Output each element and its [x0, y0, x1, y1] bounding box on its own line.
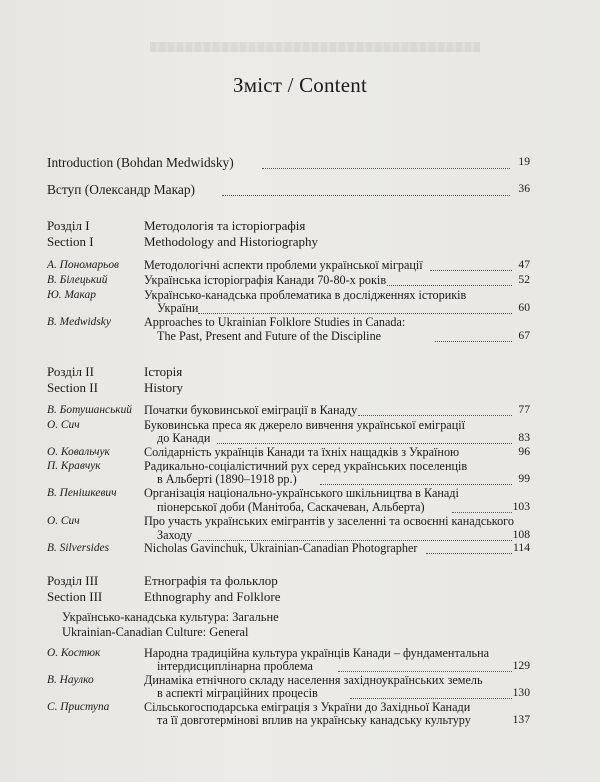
page-number: 47 — [518, 258, 530, 271]
page-number: 129 — [512, 659, 530, 672]
entry-author: В. Наулко — [47, 674, 94, 686]
entry-title-cont: в Альберті (1890–1918 рр.) — [157, 472, 297, 486]
page-number: 67 — [518, 329, 530, 342]
entry-author: В. Пенішкевич — [47, 487, 117, 499]
intro-item-english: Introduction (Bohdan Medwidsky) — [47, 155, 234, 170]
entry-title: Nicholas Gavinchuk, Ukrainian-Canadian Photographer — [144, 541, 418, 555]
section-label-uk: Розділ II — [47, 364, 94, 379]
section-label-en: Section III — [47, 589, 103, 604]
section-title-uk: Методологія та історіографія — [144, 218, 306, 233]
entry-author: B. Silversides — [47, 542, 110, 554]
dot-leader — [217, 443, 512, 444]
entry-title: Солідарність українців Канади та їхніх нащадків з Україною — [144, 445, 460, 459]
entry-author: О. Сич — [47, 515, 80, 527]
page-number: 60 — [518, 301, 530, 314]
page-number: 99 — [518, 472, 530, 485]
section-label-uk: Розділ III — [47, 573, 99, 588]
page-number: 19 — [518, 155, 530, 168]
page-number: 114 — [513, 541, 530, 554]
entry-author: О. Ковальчук — [47, 446, 110, 458]
entry-author: А. Пономарьов — [47, 259, 119, 271]
dot-leader — [198, 313, 512, 314]
subsection-title-uk: Українсько-канадська культура: Загальне — [62, 610, 279, 624]
entry-title-cont: піонерської доби (Манітоба, Саскачеван, Альберта) — [157, 500, 425, 514]
entry-title: Українсько-канадська проблематика в дослідженнях істориків — [144, 288, 467, 302]
entry-title: Методологічні аспекти проблеми української міграції — [144, 258, 423, 272]
page-number: 130 — [512, 686, 530, 699]
page-number: 83 — [518, 431, 530, 444]
page-number: 52 — [518, 273, 530, 286]
page-number: 103 — [512, 500, 530, 513]
section-title-en: History — [144, 380, 183, 395]
entry-author: B. Medwidsky — [47, 316, 111, 328]
entry-author: О. Костюк — [47, 647, 101, 659]
entry-author: В. Білецький — [47, 274, 108, 286]
entry-title-cont: та її довготермінові вплив на українську канадську культуру — [157, 713, 471, 727]
section-title-uk: Етнографія та фольклор — [144, 573, 278, 588]
entry-title-cont: України — [157, 301, 199, 315]
section-title-en: Ethnography and Folklore — [144, 589, 281, 604]
entry-title: Динаміка етнічного складу населення західноукраїнських земель — [144, 673, 483, 687]
dot-leader — [222, 195, 510, 196]
entry-title-cont: до Канади — [157, 431, 211, 445]
page-number: 96 — [518, 445, 530, 458]
entry-title: Організація національно-українського шкільництва в Канаді — [144, 486, 459, 500]
subsection-title-en: Ukrainian-Canadian Culture: General — [62, 625, 249, 639]
page-title: Зміст / Content — [233, 73, 367, 97]
entry-title: Про участь українських емігрантів у заселенні та освоєнні канадського — [144, 514, 514, 528]
entry-author: О. Сич — [47, 419, 80, 431]
intro-item-ukrainian: Вступ (Олександр Макар) — [47, 182, 196, 197]
entry-title-cont: Заходу — [157, 528, 193, 542]
dot-leader — [358, 415, 512, 416]
entry-author: В. Ботушанський — [47, 404, 132, 416]
entry-title-cont: в аспекті міграційних процесів — [157, 686, 318, 700]
page-number: 137 — [512, 713, 530, 726]
dot-leader — [262, 168, 510, 169]
page-number: 77 — [518, 403, 530, 416]
entry-title-cont: інтердисциплінарна проблема — [157, 659, 313, 673]
entry-title: Буковинська преса як джерело вивчення української еміграції — [144, 418, 465, 432]
bleed-through-text — [150, 42, 480, 52]
section-title-uk: Історія — [144, 364, 183, 379]
dot-leader — [320, 484, 512, 485]
entry-title: Approaches to Ukrainian Folklore Studies in Canada: — [144, 315, 406, 329]
entry-author: П. Кравчук — [47, 460, 101, 472]
section-label-en: Section II — [47, 380, 98, 395]
page-number: 108 — [512, 528, 530, 541]
section-label-en: Section I — [47, 234, 94, 249]
entry-author: С. Приступа — [47, 701, 110, 713]
entry-author: Ю. Макар — [47, 289, 96, 301]
dot-leader — [350, 698, 512, 699]
entry-title: Сільськогосподарська еміграція з України до Західньої Канади — [144, 700, 471, 714]
entry-title: Радикально-соціалістичний рух серед українських поселенців — [144, 459, 468, 473]
section-label-uk: Розділ I — [47, 218, 90, 233]
dot-leader — [338, 671, 512, 672]
page-number: 36 — [518, 182, 530, 195]
entry-title: Народна традиційна культура українців Канади – фундаментальна — [144, 646, 490, 660]
entry-title-cont: The Past, Present and Future of the Discipline — [157, 329, 382, 343]
entry-title: Українська історіографія Канади 70-80-х років — [144, 273, 387, 287]
entry-title: Початки буковинської еміграції в Канаду — [144, 403, 358, 417]
section-title-en: Methodology and Historiography — [144, 234, 319, 249]
